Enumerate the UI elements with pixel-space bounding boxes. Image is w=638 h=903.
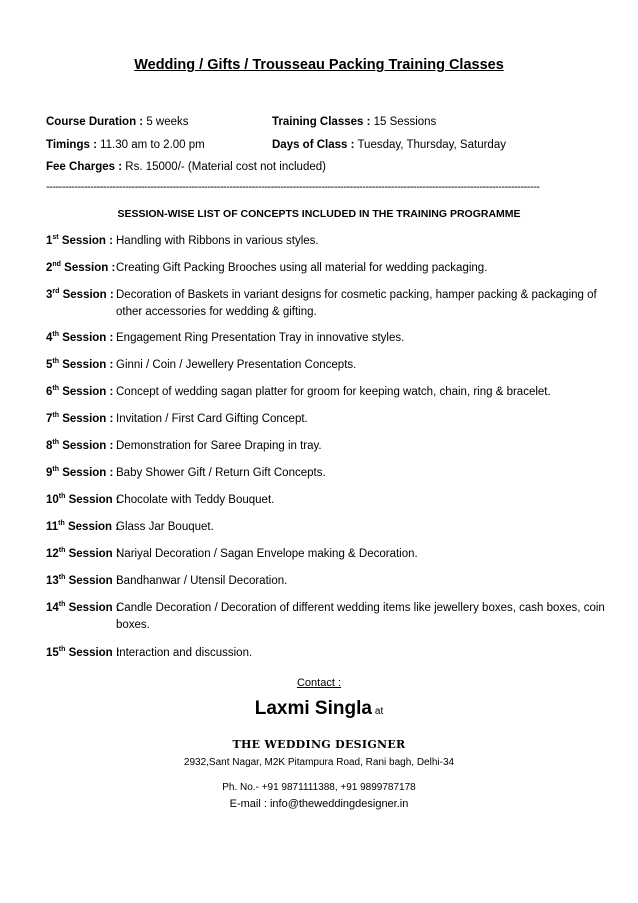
session-number: 6 bbox=[46, 386, 53, 398]
session-word: Session : bbox=[68, 575, 120, 587]
session-label bbox=[46, 645, 120, 662]
session-description: Concept of wedding sagan platter for groom for keeping watch, chain, ring & bracelet. bbox=[116, 386, 551, 398]
session-description: Handling with Ribbons in various styles. bbox=[116, 235, 319, 247]
session-description: Decoration of Baskets in variant designs for cosmetic packing, hamper packing & packaging of other accessories for wedding & gifting. bbox=[116, 289, 597, 318]
session-ordinal-suffix: nd bbox=[52, 261, 61, 269]
session-label bbox=[46, 573, 120, 590]
session-description: Nariyal Decoration / Sagan Envelope making & Decoration. bbox=[116, 548, 418, 560]
session-item bbox=[46, 411, 606, 428]
session-number: 11 bbox=[46, 521, 59, 533]
session-description: Demonstration for Saree Draping in tray. bbox=[116, 440, 322, 452]
session-number: 15 bbox=[46, 647, 59, 659]
session-description: Candle Decoration / Decoration of different wedding items like jewellery boxes, cash boxes, coin boxes. bbox=[116, 602, 605, 631]
session-ordinal-suffix: rd bbox=[52, 288, 60, 296]
session-word: Session : bbox=[62, 386, 114, 398]
fee-charges bbox=[46, 161, 326, 173]
session-description: Creating Gift Packing Brooches using all material for wedding packaging. bbox=[116, 262, 488, 274]
session-number: 14 bbox=[46, 602, 59, 614]
session-number: 4 bbox=[46, 332, 53, 344]
session-label bbox=[46, 384, 113, 401]
session-item bbox=[46, 645, 606, 662]
session-word: Session : bbox=[62, 440, 114, 452]
session-label bbox=[46, 546, 120, 563]
contact-email: E-mail : info@theweddingdesigner.in bbox=[229, 798, 409, 810]
course-duration-label: Course Duration : bbox=[46, 116, 144, 128]
session-word: Session : bbox=[68, 548, 120, 560]
session-item bbox=[46, 438, 606, 455]
session-description: Invitation / First Card Gifting Concept. bbox=[116, 413, 308, 425]
contact-phone: Ph. No.- +91 9871111388, +91 9899787178 bbox=[222, 782, 416, 793]
session-item bbox=[46, 287, 606, 321]
session-ordinal-suffix: th bbox=[52, 466, 60, 474]
contact-at: at bbox=[374, 706, 384, 717]
session-word: Session : bbox=[62, 359, 114, 371]
session-description: Bandhanwar / Utensil Decoration. bbox=[116, 575, 288, 587]
contact-name-line bbox=[0, 698, 638, 720]
company-address: 2932,Sant Nagar, M2K Pitampura Road, Rani bagh, Delhi-34 bbox=[183, 757, 455, 768]
session-number: 5 bbox=[46, 359, 53, 371]
session-ordinal-suffix: th bbox=[58, 601, 66, 609]
session-item bbox=[46, 330, 606, 347]
page-title: Wedding / Gifts / Trousseau Packing Training Classes bbox=[134, 57, 504, 73]
session-ordinal-suffix: th bbox=[52, 385, 60, 393]
session-item bbox=[46, 465, 606, 482]
session-word: Session : bbox=[68, 494, 120, 506]
session-description: Ginni / Coin / Jewellery Presentation Concepts. bbox=[116, 359, 357, 371]
session-number: 8 bbox=[46, 440, 53, 452]
company-name: THE WEDDING DESIGNER bbox=[232, 738, 406, 751]
course-duration-value: 5 weeks bbox=[146, 116, 189, 128]
session-word: Session : bbox=[61, 235, 113, 247]
session-ordinal-suffix: th bbox=[58, 520, 65, 528]
session-label bbox=[46, 233, 113, 250]
session-description: Chocolate with Teddy Bouquet. bbox=[116, 494, 275, 506]
session-word: Session : bbox=[67, 521, 120, 533]
fee-charges-value: Rs. 15000/- (Material cost not included) bbox=[125, 161, 326, 173]
session-number: 3 bbox=[46, 289, 53, 301]
session-label bbox=[46, 330, 113, 347]
session-word: Session : bbox=[64, 262, 116, 274]
session-item bbox=[46, 492, 606, 509]
session-ordinal-suffix: th bbox=[52, 412, 60, 420]
session-label bbox=[46, 287, 114, 304]
session-word: Session : bbox=[68, 602, 120, 614]
session-ordinal-suffix: th bbox=[58, 547, 66, 555]
session-word: Session : bbox=[62, 467, 114, 479]
separator-line: ------------------------------------------------------------------------------------------------------------------------------------------------------------ bbox=[46, 182, 540, 192]
session-item bbox=[46, 233, 606, 250]
session-ordinal-suffix: st bbox=[52, 234, 59, 242]
course-duration bbox=[46, 116, 189, 128]
session-label bbox=[46, 411, 113, 428]
days-of-class-label: Days of Class : bbox=[272, 139, 355, 151]
training-classes bbox=[272, 116, 436, 128]
session-ordinal-suffix: th bbox=[58, 646, 66, 654]
session-label bbox=[46, 492, 120, 509]
fee-charges-label: Fee Charges : bbox=[46, 161, 123, 173]
session-description: Baby Shower Gift / Return Gift Concepts. bbox=[116, 467, 326, 479]
session-description: Interaction and discussion. bbox=[116, 647, 253, 659]
session-label bbox=[46, 357, 113, 374]
timings-value: 11.30 am to 2.00 pm bbox=[100, 139, 205, 151]
session-label bbox=[46, 600, 120, 617]
session-word: Session : bbox=[62, 289, 114, 301]
session-number: 13 bbox=[46, 575, 59, 587]
contact-heading bbox=[0, 677, 638, 689]
session-number: 9 bbox=[46, 467, 53, 479]
session-word: Session : bbox=[62, 332, 114, 344]
days-of-class-value: Tuesday, Thursday, Saturday bbox=[357, 139, 506, 151]
session-number: 12 bbox=[46, 548, 59, 560]
section-subheading: SESSION-WISE LIST OF CONCEPTS INCLUDED IN THE TRAINING PROGRAMME bbox=[117, 208, 521, 220]
session-item bbox=[46, 357, 606, 374]
timings-label: Timings : bbox=[46, 139, 97, 151]
session-word: Session : bbox=[68, 647, 120, 659]
session-description: Engagement Ring Presentation Tray in innovative styles. bbox=[116, 332, 405, 344]
session-item bbox=[46, 384, 606, 401]
contact-name: Laxmi Singla bbox=[254, 698, 372, 719]
session-item bbox=[46, 260, 606, 277]
session-label bbox=[46, 260, 115, 277]
session-label bbox=[46, 519, 119, 536]
session-label bbox=[46, 465, 113, 482]
session-ordinal-suffix: th bbox=[58, 574, 66, 582]
session-ordinal-suffix: th bbox=[58, 493, 66, 501]
session-item bbox=[46, 519, 606, 536]
session-number: 1 bbox=[46, 235, 53, 247]
days-of-class bbox=[272, 139, 506, 151]
session-item bbox=[46, 600, 606, 634]
training-classes-label: Training Classes : bbox=[272, 116, 371, 128]
session-item bbox=[46, 573, 606, 590]
session-ordinal-suffix: th bbox=[52, 439, 60, 447]
timings bbox=[46, 139, 205, 151]
session-number: 10 bbox=[46, 494, 59, 506]
session-ordinal-suffix: th bbox=[52, 358, 60, 366]
session-item bbox=[46, 546, 606, 563]
session-word: Session : bbox=[62, 413, 114, 425]
session-description: Glass Jar Bouquet. bbox=[116, 521, 214, 533]
contact-label: Contact : bbox=[296, 677, 342, 689]
training-classes-value: 15 Sessions bbox=[373, 116, 437, 128]
session-ordinal-suffix: th bbox=[52, 331, 60, 339]
session-number: 7 bbox=[46, 413, 53, 425]
session-label bbox=[46, 438, 113, 455]
session-number: 2 bbox=[46, 262, 53, 274]
